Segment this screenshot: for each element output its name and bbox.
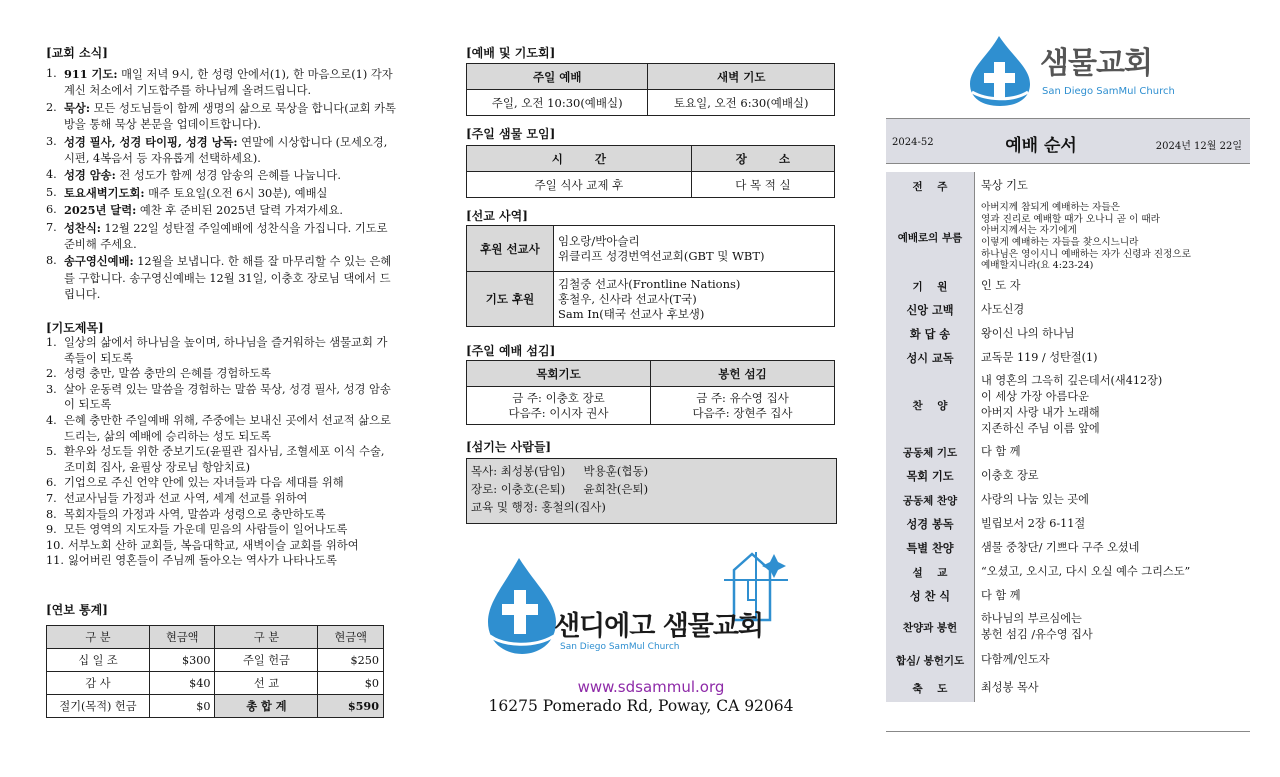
order-line: 아버지께서는 자기에게 <box>981 225 1077 237</box>
order-line: 최성봉 목사 <box>981 681 1039 694</box>
notices-list <box>46 66 398 304</box>
order-line: 다 함 께 <box>981 589 1021 602</box>
worship-header: 주일 예배 <box>467 64 648 90</box>
order-row <box>886 298 1250 322</box>
offering-stats-table <box>46 625 384 718</box>
worship-title: [예배 및 기도회] <box>466 46 556 60</box>
item-text: 목회자들의 가정과 사역, 말씀과 성령으로 충만하도록 <box>64 507 326 521</box>
item-text <box>64 66 398 100</box>
service-line: 다음주: 이시자 권사 <box>508 405 609 420</box>
item-number: 8. <box>46 507 57 521</box>
order-row <box>886 608 1250 646</box>
order-line: 이렇게 예배하는 자들을 찾으시느니라 <box>981 237 1139 248</box>
list-item <box>46 253 398 303</box>
order-label: 전 주 <box>886 172 975 200</box>
item-number: 5. <box>46 445 57 459</box>
order-row <box>886 440 1250 464</box>
order-header <box>886 118 1250 164</box>
order-value <box>975 274 1250 298</box>
item-number: 9. <box>46 523 57 537</box>
item-text <box>64 100 398 134</box>
table-row <box>47 672 384 695</box>
list-item <box>46 134 398 168</box>
item-text <box>64 253 398 303</box>
worship-table <box>466 63 835 116</box>
logo-top-sub: San Diego SamMul Church <box>1042 86 1175 97</box>
order-line: 다함께/인도자 <box>981 653 1050 666</box>
order-line: 봉헌 섬김 /유수영 집사 <box>981 628 1093 641</box>
item-text: 은혜 충만한 주일예배 위해, 주중에는 보내신 곳에서 선교적 삶으로 드리는, 삶의 예배에 승리하는 성도 되도록 <box>64 413 391 443</box>
order-value <box>975 322 1250 346</box>
church-address: 16275 Pomerado Rd, Poway, CA 92064 <box>488 697 794 715</box>
order-line: 예배할지니라(요 4:23-24) <box>981 260 1094 272</box>
church-logo-top <box>966 34 1256 108</box>
order-value <box>975 584 1250 608</box>
item-text: 환우와 성도들 위한 중보기도(윤필관 집사님, 조혈세포 이식 수술, 조미희 집사, 윤필상 장로님 항암치료) <box>64 445 385 474</box>
order-line: 아버지 사랑 내가 노래해 <box>981 406 1100 419</box>
item-number: 2. <box>46 367 57 381</box>
order-label: 축 도 <box>886 674 975 702</box>
order-line: 내 영혼의 그윽히 깊은데서(새412장) <box>981 374 1163 387</box>
order-label: 화 답 송 <box>886 322 975 346</box>
item-text <box>64 167 398 184</box>
prayer-title: [기도제목] <box>46 321 104 335</box>
item-body: 모든 성도님들이 함께 생명의 삶으로 묵상을 합니다(교회 카톡방을 통해 묵상 본문을 업데이트합니다). <box>64 101 396 132</box>
stats-cell: $0 <box>318 672 384 695</box>
stats-cell: $250 <box>318 649 384 672</box>
order-row <box>886 488 1250 512</box>
order-line: “오셨고, 오시고, 다시 오실 예수 그리스도” <box>981 565 1191 578</box>
worship-header: 새벽 기도 <box>648 64 835 90</box>
item-number: 7. <box>46 220 57 234</box>
servants-title: [섬기는 사람들] <box>466 440 552 454</box>
worship-order-table <box>886 172 1250 702</box>
list-item <box>46 335 398 366</box>
list-item <box>46 491 398 507</box>
item-number: 8. <box>46 254 57 268</box>
mission-title: [선교 사역] <box>466 209 528 223</box>
item-heading: 2025년 달력: <box>64 203 137 218</box>
item-text <box>64 220 398 254</box>
servants-line: 목사: 최성봉(담임) 박용훈(협동) <box>471 464 649 478</box>
item-text: 기업으로 주신 언약 안에 있는 자녀들과 다음 세대를 위해 <box>64 476 344 490</box>
order-line: 인 도 자 <box>981 279 1021 292</box>
order-line: 사랑의 나눔 있는 곳에 <box>981 493 1089 506</box>
order-line: 이 세상 가장 아름다운 <box>981 390 1089 403</box>
website-link[interactable]: www.sdsammul.org <box>577 678 725 696</box>
item-number: 3. <box>46 382 57 396</box>
order-line: 사도신경 <box>981 303 1025 316</box>
list-item <box>46 553 398 569</box>
order-label: 찬 양 <box>886 370 975 440</box>
order-row <box>886 172 1250 200</box>
order-row <box>886 464 1250 488</box>
stats-header: 구 분 <box>47 626 150 649</box>
servants-box <box>466 458 837 524</box>
order-line: 하나님은 영이시니 예배하는 자가 신령과 진정으로 <box>981 248 1191 260</box>
item-text: 살아 운동력 있는 말씀을 경험하는 말씀 묵상, 성경 필사, 성경 암송이 되도록 <box>64 382 391 412</box>
item-number: 6. <box>46 476 57 490</box>
order-title: 예배 순서 <box>1005 136 1077 156</box>
order-value <box>975 370 1250 440</box>
table-row <box>47 695 384 718</box>
meeting-value: 다 목 적 실 <box>691 172 834 198</box>
item-text: 서부노회 산하 교회들, 복음대학교, 새벽이슬 교회를 위하여 <box>68 538 359 552</box>
order-line: 영과 진리로 예배할 때가 오나니 곧 이 때라 <box>981 213 1160 225</box>
order-label: 찬양과 봉헌 <box>886 608 975 646</box>
order-row <box>886 274 1250 298</box>
order-value <box>975 674 1250 702</box>
item-number: 4. <box>46 168 57 182</box>
order-value <box>975 464 1250 488</box>
order-row <box>886 200 1250 274</box>
list-item <box>46 220 398 254</box>
item-body: 매일 저녁 9시, 한 성령 안에서(1), 한 마음으로(1) 각자 계신 처소에서 기도합주를 하나님께 올려드립니다. <box>64 68 393 98</box>
item-text: 성령 충만, 말씀 충만의 은혜를 경험하도록 <box>64 367 272 381</box>
item-text: 선교사님들 가정과 선교 사역, 세계 선교를 위하여 <box>64 491 308 505</box>
order-value <box>975 346 1250 370</box>
item-number: 5. <box>46 185 57 199</box>
item-text <box>64 202 398 219</box>
stats-title: [연보 통계] <box>46 603 108 617</box>
order-value <box>975 608 1250 646</box>
order-value <box>975 440 1250 464</box>
list-item <box>46 522 398 538</box>
stats-cell: 선 교 <box>215 672 318 695</box>
list-item <box>46 444 398 475</box>
order-label: 설 교 <box>886 560 975 584</box>
stats-total-value: $590 <box>318 695 384 718</box>
order-line: 샘물 중창단/ 기쁘다 구주 오셨네 <box>981 541 1140 554</box>
item-text: 잃어버린 영혼들이 주님께 돌아오는 역사가 나타나도록 <box>68 554 337 568</box>
item-heading: 토요새벽기도회: <box>64 185 145 200</box>
order-label: 목회 기도 <box>886 464 975 488</box>
mission-line: 임오랑/박아슬리 <box>558 233 640 248</box>
order-label: 공동체 기도 <box>886 440 975 464</box>
order-bottom-rule <box>886 731 1250 732</box>
meeting-table <box>466 145 835 198</box>
item-heading: 송구영신예배: <box>64 254 134 269</box>
order-line: 다 함 께 <box>981 445 1021 458</box>
order-row <box>886 646 1250 674</box>
order-value <box>975 512 1250 536</box>
stats-header: 구 분 <box>215 626 318 649</box>
item-heading: 성찬식: <box>64 220 101 235</box>
mission-line: 위클리프 성경번역선교회(GBT 및 WBT) <box>558 248 765 263</box>
worship-value: 토요일, 오전 6:30(예배실) <box>648 90 835 116</box>
order-label: 성경 봉독 <box>886 512 975 536</box>
stats-cell: $300 <box>149 649 215 672</box>
item-text <box>64 185 398 202</box>
order-row <box>886 584 1250 608</box>
table-row <box>47 649 384 672</box>
order-value <box>975 536 1250 560</box>
mission-line: 홍철우, 신사라 선교사(T국) <box>558 291 697 306</box>
list-item <box>46 366 398 382</box>
order-date: 2024년 12월 22일 <box>1155 141 1242 152</box>
item-body: 예찬 후 준비된 2025년 달력 가져가세요. <box>136 204 343 218</box>
order-label: 합심/ 봉헌기도 <box>886 646 975 674</box>
list-item <box>46 538 398 554</box>
item-number: 4. <box>46 413 57 427</box>
item-text: 일상의 삶에서 하나님을 높이며, 하나님을 즐거워하는 샘물교회 가족들이 되도록 <box>64 336 388 365</box>
item-number: 1. <box>46 336 57 349</box>
item-text: 모든 영역의 지도자들 가운데 믿음의 사람들이 일어나도록 <box>64 523 348 537</box>
order-label: 성 찬 식 <box>886 584 975 608</box>
service-table <box>466 360 835 425</box>
meeting-header: 시 간 <box>467 146 692 172</box>
mission-label: 후원 선교사 <box>467 226 554 272</box>
mission-line: 김철중 선교사(Frontline Nations) <box>558 276 741 291</box>
order-row <box>886 512 1250 536</box>
list-item <box>46 382 398 413</box>
service-header: 봉헌 섬김 <box>651 361 835 387</box>
list-item <box>46 100 398 134</box>
list-item <box>46 66 398 100</box>
list-item <box>46 202 398 219</box>
order-value <box>975 560 1250 584</box>
order-value <box>975 488 1250 512</box>
order-line: 하나님의 부르심에는 <box>981 612 1082 625</box>
order-label: 신앙 고백 <box>886 298 975 322</box>
stats-header: 현금액 <box>318 626 384 649</box>
worship-value: 주일, 오전 10:30(예배실) <box>467 90 648 116</box>
order-label: 성시 교독 <box>886 346 975 370</box>
item-body: 연말에 시상합니다 (모세오경, 시편, 4복음서 등 자유롭게 선택하세요). <box>64 135 388 166</box>
order-value <box>975 172 1250 200</box>
order-line: 아버지께 참되게 예배하는 자들은 <box>981 202 1120 214</box>
order-row <box>886 674 1250 702</box>
order-row <box>886 560 1250 584</box>
logo-large-sub: San Diego SamMul Church <box>560 642 680 652</box>
service-title: [주일 예배 섬김] <box>466 344 556 358</box>
stats-header: 현금액 <box>149 626 215 649</box>
service-line: 금 주: 유수영 집사 <box>696 390 789 405</box>
stats-total-label: 총 합 계 <box>215 695 318 718</box>
service-value <box>467 387 651 425</box>
mission-line: Sam In(태국 선교사 후보생) <box>558 306 705 321</box>
stats-cell: 주일 헌금 <box>215 649 318 672</box>
item-number: 11. <box>46 554 64 568</box>
item-number: 1. <box>46 67 57 80</box>
list-item <box>46 413 398 444</box>
item-body: 전 성도가 함께 성경 암송의 은혜를 나눕니다. <box>115 169 341 183</box>
servants-line: 교육 및 행정: 홍철의(집사) <box>471 500 606 514</box>
item-heading: 성경 암송: <box>64 168 116 183</box>
item-body: 12월을 보냅니다. 한 해를 잘 마무리할 수 있는 은혜를 구합니다. 송구영신예배는 12월 31일, 이충호 장로님 댁에서 드립니다. <box>64 255 392 302</box>
order-row <box>886 322 1250 346</box>
logo-top-name: 샘물교회 <box>1040 46 1152 81</box>
order-line: 지존하신 주님 이름 앞에 <box>981 422 1100 435</box>
order-row <box>886 536 1250 560</box>
order-line: 묵상 기도 <box>981 179 1028 192</box>
order-value <box>975 646 1250 674</box>
stats-cell: $40 <box>149 672 215 695</box>
mission-value <box>554 226 835 272</box>
service-line: 금 주: 이충호 장로 <box>512 390 605 405</box>
item-heading: 911 기도: <box>64 67 118 81</box>
order-label: 공동체 찬양 <box>886 488 975 512</box>
service-line: 다음주: 장현주 집사 <box>692 405 793 420</box>
order-row <box>886 370 1250 440</box>
servants-line: 장로: 이충호(은퇴) 윤희찬(은퇴) <box>471 482 649 496</box>
item-body: 12월 22일 성탄절 주일예배에 성찬식을 가집니다. 기도로 준비해 주세요. <box>64 221 388 252</box>
meeting-value: 주일 식사 교제 후 <box>467 172 692 198</box>
list-item <box>46 167 398 184</box>
order-label: 기 원 <box>886 274 975 298</box>
item-heading: 성경 필사, 성경 타이핑, 성경 낭독: <box>64 134 238 149</box>
item-number: 7. <box>46 491 57 505</box>
service-value <box>651 387 835 425</box>
order-row <box>886 346 1250 370</box>
item-number: 3. <box>46 134 57 148</box>
item-text <box>64 134 398 168</box>
service-header: 목회기도 <box>467 361 651 387</box>
mission-label: 기도 후원 <box>467 272 554 327</box>
order-value <box>975 200 1250 274</box>
list-item <box>46 475 398 491</box>
order-line: 빌립보서 2장 6-11절 <box>981 517 1086 530</box>
order-label: 예배로의 부름 <box>886 200 975 274</box>
meeting-title: [주일 샘물 모임] <box>466 127 556 141</box>
stats-cell: 십 일 조 <box>47 649 150 672</box>
stats-cell: 절기(목적) 헌금 <box>47 695 150 718</box>
mission-table <box>466 225 835 327</box>
order-value <box>975 298 1250 322</box>
meeting-header: 장 소 <box>691 146 834 172</box>
stats-cell: $0 <box>149 695 215 718</box>
order-label: 특별 찬양 <box>886 536 975 560</box>
item-number: 2. <box>46 100 57 114</box>
logo-large-name: 샌디에고 샘물교회 <box>554 611 764 642</box>
list-item <box>46 185 398 202</box>
prayer-list <box>46 335 398 569</box>
item-number: 6. <box>46 203 57 217</box>
order-line: 왕이신 나의 하나님 <box>981 327 1075 340</box>
order-issue: 2024-52 <box>892 137 934 148</box>
list-item <box>46 507 398 523</box>
item-heading: 묵상: <box>64 100 90 115</box>
mission-value <box>554 272 835 327</box>
stats-cell: 감 사 <box>47 672 150 695</box>
notices-title: [교회 소식] <box>46 46 108 60</box>
item-body: 매주 토요일(오전 6시 30분), 예배실 <box>144 186 328 200</box>
water-drop-cross-icon <box>966 34 1036 108</box>
item-number: 10. <box>46 538 64 552</box>
church-logo-large <box>474 550 814 660</box>
order-line: 교독문 119 / 성탄절(1) <box>981 351 1098 364</box>
order-line: 이충호 장로 <box>981 469 1039 482</box>
